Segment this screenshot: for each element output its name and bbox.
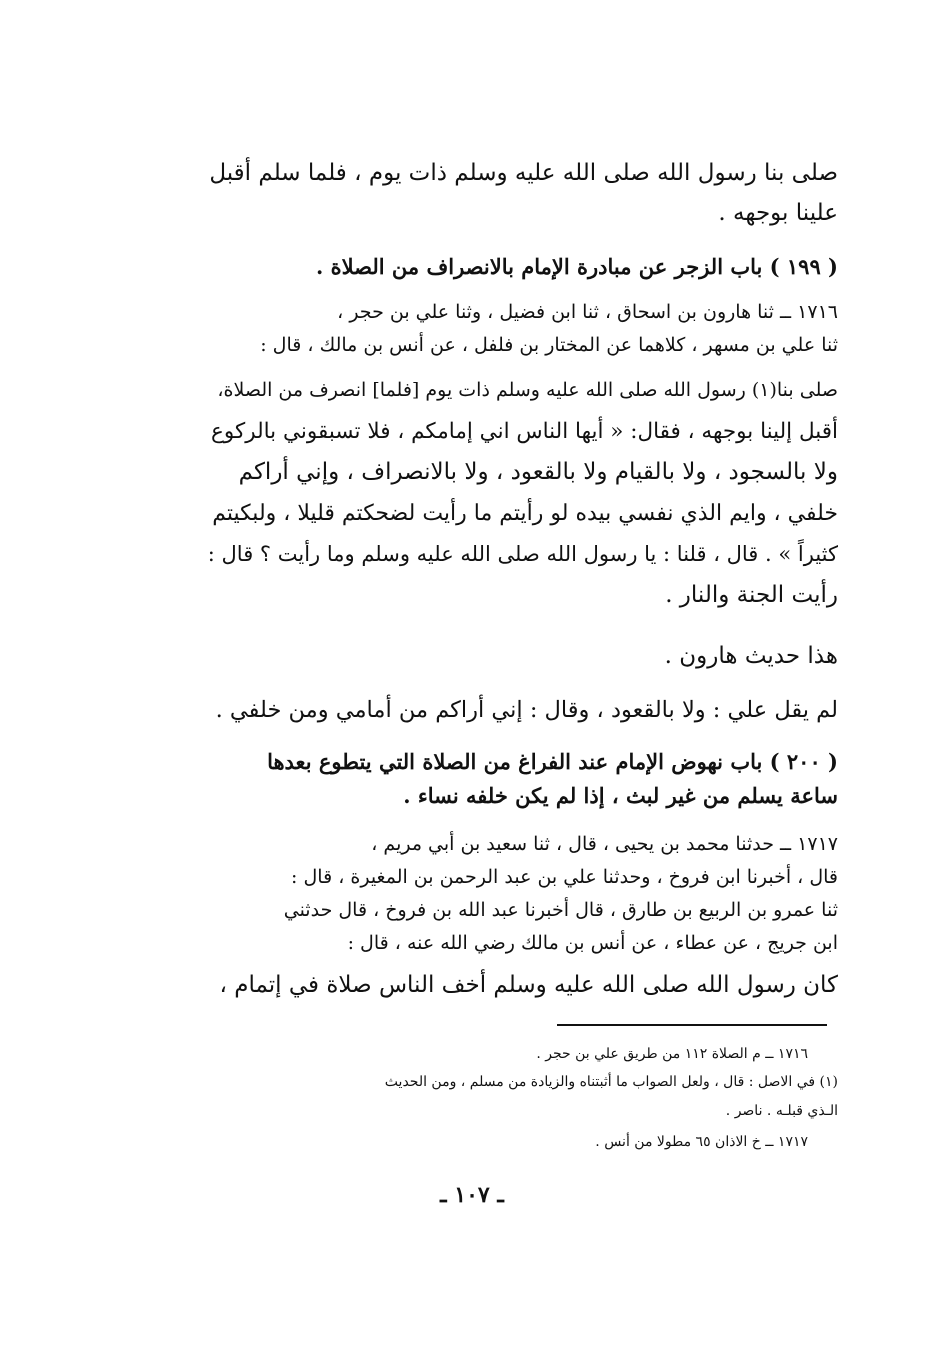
text-line: كثيراً » . قال ، قلنا : يا رسول الله صلى الله عليه وسلم وما رأيت ؟ قال : — [208, 542, 838, 566]
footnote-line: الـذي قبلـه . ناصر . — [725, 1103, 838, 1119]
note-harun — [208, 636, 838, 676]
text-line: ولا بالسجود ، ولا بالقيام ولا بالقعود ، ولا بالانصراف ، وإني أراكم — [238, 459, 838, 485]
heading-line: ( ١٩٩ ) باب الزجر عن مبادرة الإمام بالانصراف من الصلاة . — [316, 254, 838, 279]
text-line: ١٧١٧ ــ حدثنا محمد بن يحيى ، قال ، ثنا سعيد بن أبي مريم ، — [371, 833, 838, 855]
text-line: ١٧١٦ ــ ثنا هارون بن اسحاق ، ثنا ابن فضيل ، وثنا علي بن حجر ، — [337, 301, 838, 323]
footnote-line: (١) في الاصل : قال ، ولعل الصواب ما أثبتناه والزيادة من مسلم ، ومن الحديث — [384, 1074, 838, 1090]
note-ali — [208, 690, 838, 730]
hadith-1716-matn — [208, 370, 838, 616]
text-line: صلى بنا رسول الله صلى الله عليه وسلم ذات يوم ، فلما سلم أقبل — [209, 160, 838, 186]
text-line: ثنا علي بن مسهر ، كلاهما عن المختار بن فلفل ، عن أنس بن مالك ، قال : — [260, 334, 838, 356]
heading-line: ساعة يسلم من غير لبث ، إذا لم يكن خلفه نساء . — [403, 783, 838, 808]
hadith-1717-isnad — [208, 828, 838, 960]
footnote-line: ١٧١٦ ــ م الصلاة ١١٢ من طريق علي بن حجر . — [536, 1046, 808, 1062]
page-number: ـ ١٠٧ ـ — [440, 1182, 504, 1208]
text-line: أقبل إلينا بوجهه ، فقال: « أيها الناس اني إمامكم ، فلا تسبقوني بالركوع — [211, 419, 838, 444]
footnote-divider — [557, 1024, 827, 1026]
heading-line: ( ٢٠٠ ) باب نهوض الإمام عند الفراغ من الصلاة التي يتطوع بعدها — [267, 749, 838, 774]
text-line: صلى بنا(١) رسول الله صلى الله عليه وسلم ذات يوم [فلما] انصرف من الصلاة، — [217, 379, 838, 401]
text-line: رأيت الجنة والنار . — [665, 582, 838, 608]
chapter-200-heading — [208, 745, 838, 813]
text-line: ثنا عمرو بن الربيع بن طارق ، قال أخبرنا عبد الله بن فروخ ، قال حدثني — [283, 899, 838, 921]
footnote-1716 — [208, 1040, 808, 1068]
text-line: كان رسول الله صلى الله عليه وسلم أخف الناس صلاة في إتمام ، — [219, 972, 838, 998]
text-line: لم يقل علي : ولا بالقعود ، وقال : إني أراكم من أمامي ومن خلفي . — [215, 697, 838, 723]
intro-paragraph — [208, 153, 838, 233]
text-line: خلفي ، وايم الذي نفسي بيده لو رأيتم ما رأيت لضحكتم قليلا ، ولبكيتم — [212, 501, 838, 526]
text-line: هذا حديث هارون . — [664, 643, 838, 669]
chapter-199-heading — [208, 249, 838, 285]
footnote-1717 — [208, 1128, 808, 1156]
footnote-1 — [208, 1068, 838, 1126]
text-line: قال ، أخبرنا ابن فروخ ، وحدثنا علي بن عبد الرحمن بن المغيرة ، قال : — [291, 866, 838, 888]
text-line: ابن جريج ، عن عطاء ، عن أنس بن مالك رضي الله عنه ، قال : — [347, 932, 838, 954]
text-line: علينا بوجهه . — [718, 200, 838, 226]
hadith-1717-matn — [208, 965, 838, 1005]
footnote-line: ١٧١٧ ــ خ الاذان ٦٥ مطولا من أنس . — [595, 1134, 808, 1150]
hadith-1716-isnad — [208, 296, 838, 362]
